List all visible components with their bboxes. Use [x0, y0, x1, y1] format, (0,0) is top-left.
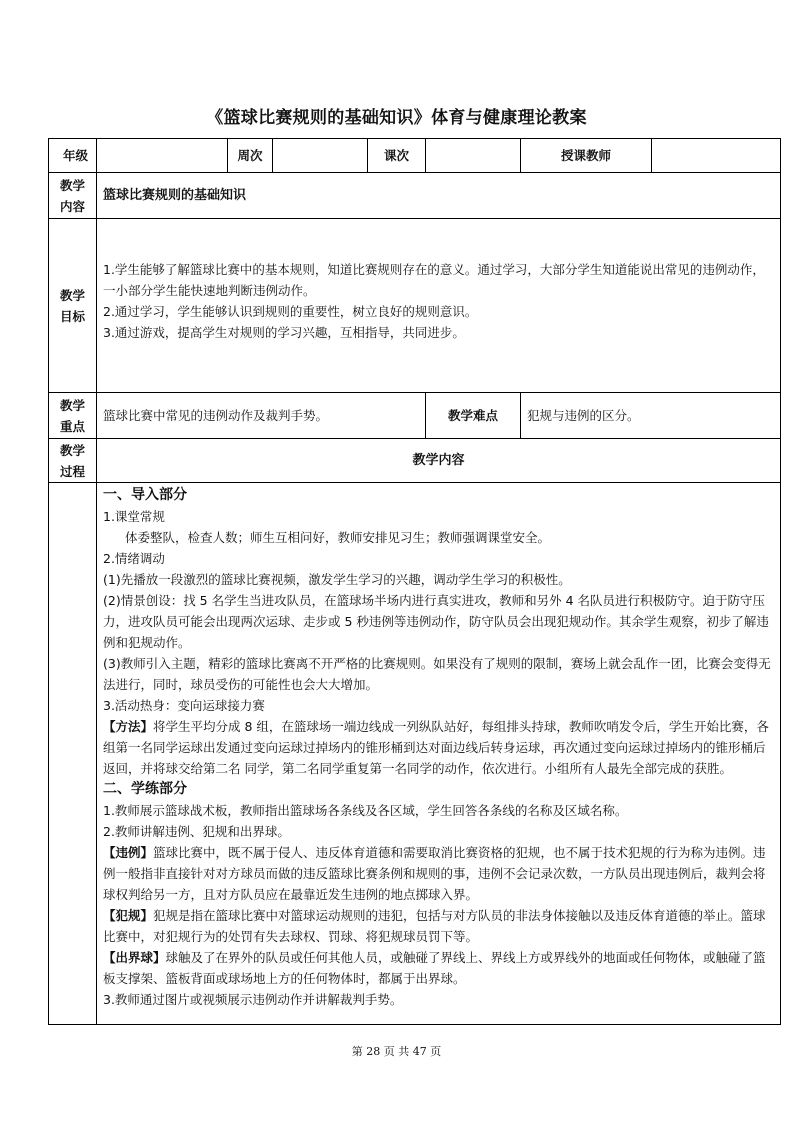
learn-item-2: 2.教师讲解违例、犯规和出界球。 — [103, 824, 290, 839]
page-title: 《篮球比赛规则的基础知识》体育与健康理论教案 — [206, 108, 587, 128]
foul-tag: 【犯规】 — [103, 908, 154, 923]
objectives-cell — [97, 219, 781, 393]
grade-label: 年级 — [49, 139, 97, 173]
difficulty-label: 教学难点 — [426, 393, 521, 439]
method-text: 将学生平均分成 8 组，在篮球场一端边线成一列纵队站好，每组排头持球，教师吹哨发令后，学生开始比赛，各组第一名同学运球出发通过变向运球过掉场内的锥形桶到达对面边线后转身运球，再次通过变向运球过掉场内的锥形桶后返回，并将球交给第二名 同学，第二名同学重复第一名同学的动作，依次进行。小组所有人最先全部完成的获胜。 — [103, 719, 769, 776]
objectives-row — [49, 219, 781, 393]
objectives-label: 教学目标 — [49, 219, 97, 393]
grade-value — [97, 139, 228, 173]
violation-paragraph — [103, 842, 774, 905]
learn-item-1: 1.教师展示篮球战术板，教师指出篮球场各条线及各区域，学生回答各条线的名称及区域名称。 — [103, 803, 628, 818]
page-footer: 第 28 页 共 47 页 — [351, 1045, 442, 1058]
out-paragraph — [103, 947, 774, 989]
process-header-row — [49, 439, 781, 483]
routine-text: 体委整队，检查人数；师生互相问好，教师安排见习生；教师强调课堂安全。 — [125, 530, 551, 545]
foul-paragraph — [103, 905, 774, 947]
foul-text: 犯规是指在篮球比赛中对篮球运动规则的违犯，包括与对方队员的非法身体接触以及违反体育道德的举止。篮球比赛中，对犯规行为的处罚有失去球权、罚球、将犯规球员罚下等。 — [103, 908, 766, 944]
method-tag: 【方法】 — [103, 719, 154, 734]
process-content-row — [49, 483, 781, 1025]
focus-value: 篮球比赛中常见的违例动作及裁判手势。 — [97, 393, 426, 439]
scene-title: 2.情绪调动 — [103, 551, 165, 566]
routine-title: 1.课堂常规 — [103, 509, 165, 524]
violation-tag: 【违例】 — [103, 845, 154, 860]
teacher-value — [652, 139, 781, 173]
section-learn-title: 二、学练部分 — [103, 781, 187, 797]
process-label: 教学过程 — [49, 439, 97, 483]
lesson-plan-table — [48, 138, 781, 1025]
content-label: 教学内容 — [49, 173, 97, 219]
out-tag: 【出界球】 — [103, 950, 166, 965]
difficulty-value: 犯规与违例的区分。 — [521, 393, 781, 439]
week-value — [273, 139, 368, 173]
process-side-cell — [49, 483, 97, 1025]
lesson-label: 课次 — [368, 139, 426, 173]
header-row — [49, 139, 781, 173]
process-content — [97, 483, 781, 1025]
objective-2: 2.通过学习，学生能够认识到规则的重要性，树立良好的规则意识。 — [103, 304, 478, 319]
scene-item-1: (1)先播放一段激烈的篮球比赛视频，激发学生学习的兴趣，调动学生学习的积极性。 — [103, 572, 571, 587]
scene-item-3: (3)教师引入主题，精彩的篮球比赛离不开严格的比赛规则。如果没有了规则的限制，赛场上就会乱作一团，比赛会变得无法进行，同时，球员受伤的可能性也会大大增加。 — [103, 656, 771, 692]
section-intro-title: 一、导入部分 — [103, 487, 187, 503]
warmup-title: 3.活动热身：变向运球接力赛 — [103, 698, 265, 713]
learn-item-3: 3.教师通过图片或视频展示违例动作并讲解裁判手势。 — [103, 992, 403, 1007]
lesson-value — [426, 139, 521, 173]
content-row — [49, 173, 781, 219]
week-label: 周次 — [228, 139, 273, 173]
process-column-header: 教学内容 — [97, 439, 781, 483]
scene-item-2: (2)情景创设：找 5 名学生当进攻队员，在篮球场半场内进行真实进攻，教师和另外 4 名队员进行积极防守。迫于防守压力，进攻队员可能会出现两次运球、走步或 5 秒违例等违例动作，防守队员会出现犯规动作。其余学生观察，初步了解违例和犯规动作。 — [103, 593, 769, 650]
key-points-row — [49, 393, 781, 439]
objective-3: 3.通过游戏，提高学生对规则的学习兴趣，互相指导，共同进步。 — [103, 325, 465, 340]
method-paragraph — [103, 716, 774, 779]
out-text: 球触及了在界外的队员或任何其他人员，或触碰了界线上、界线上方或界线外的地面或任何物体，或触碰了篮板支撑架、篮板背面或球场地上方的任何物体时，都属于出界球。 — [103, 950, 766, 986]
content-value: 篮球比赛规则的基础知识 — [97, 173, 781, 219]
violation-text: 篮球比赛中，既不属于侵人、违反体育道德和需要取消比赛资格的犯规，也不属于技术犯规的行为称为违例。违例一般指非直接针对对方球员而做的违反篮球比赛条例和规则的事，违例不会记录次数，一方队员出现违例后，裁判会将球权判给另一方，且对方队员应在最靠近发生违例的地点掷球入界。 — [103, 845, 766, 902]
objective-1: 1.学生能够了解篮球比赛中的基本规则，知道比赛规则存在的意义。通过学习，大部分学生知道能说出常见的违例动作，一小部分学生能快速地判断违例动作。 — [103, 262, 765, 298]
focus-label: 教学重点 — [49, 393, 97, 439]
teacher-label: 授课教师 — [521, 139, 652, 173]
